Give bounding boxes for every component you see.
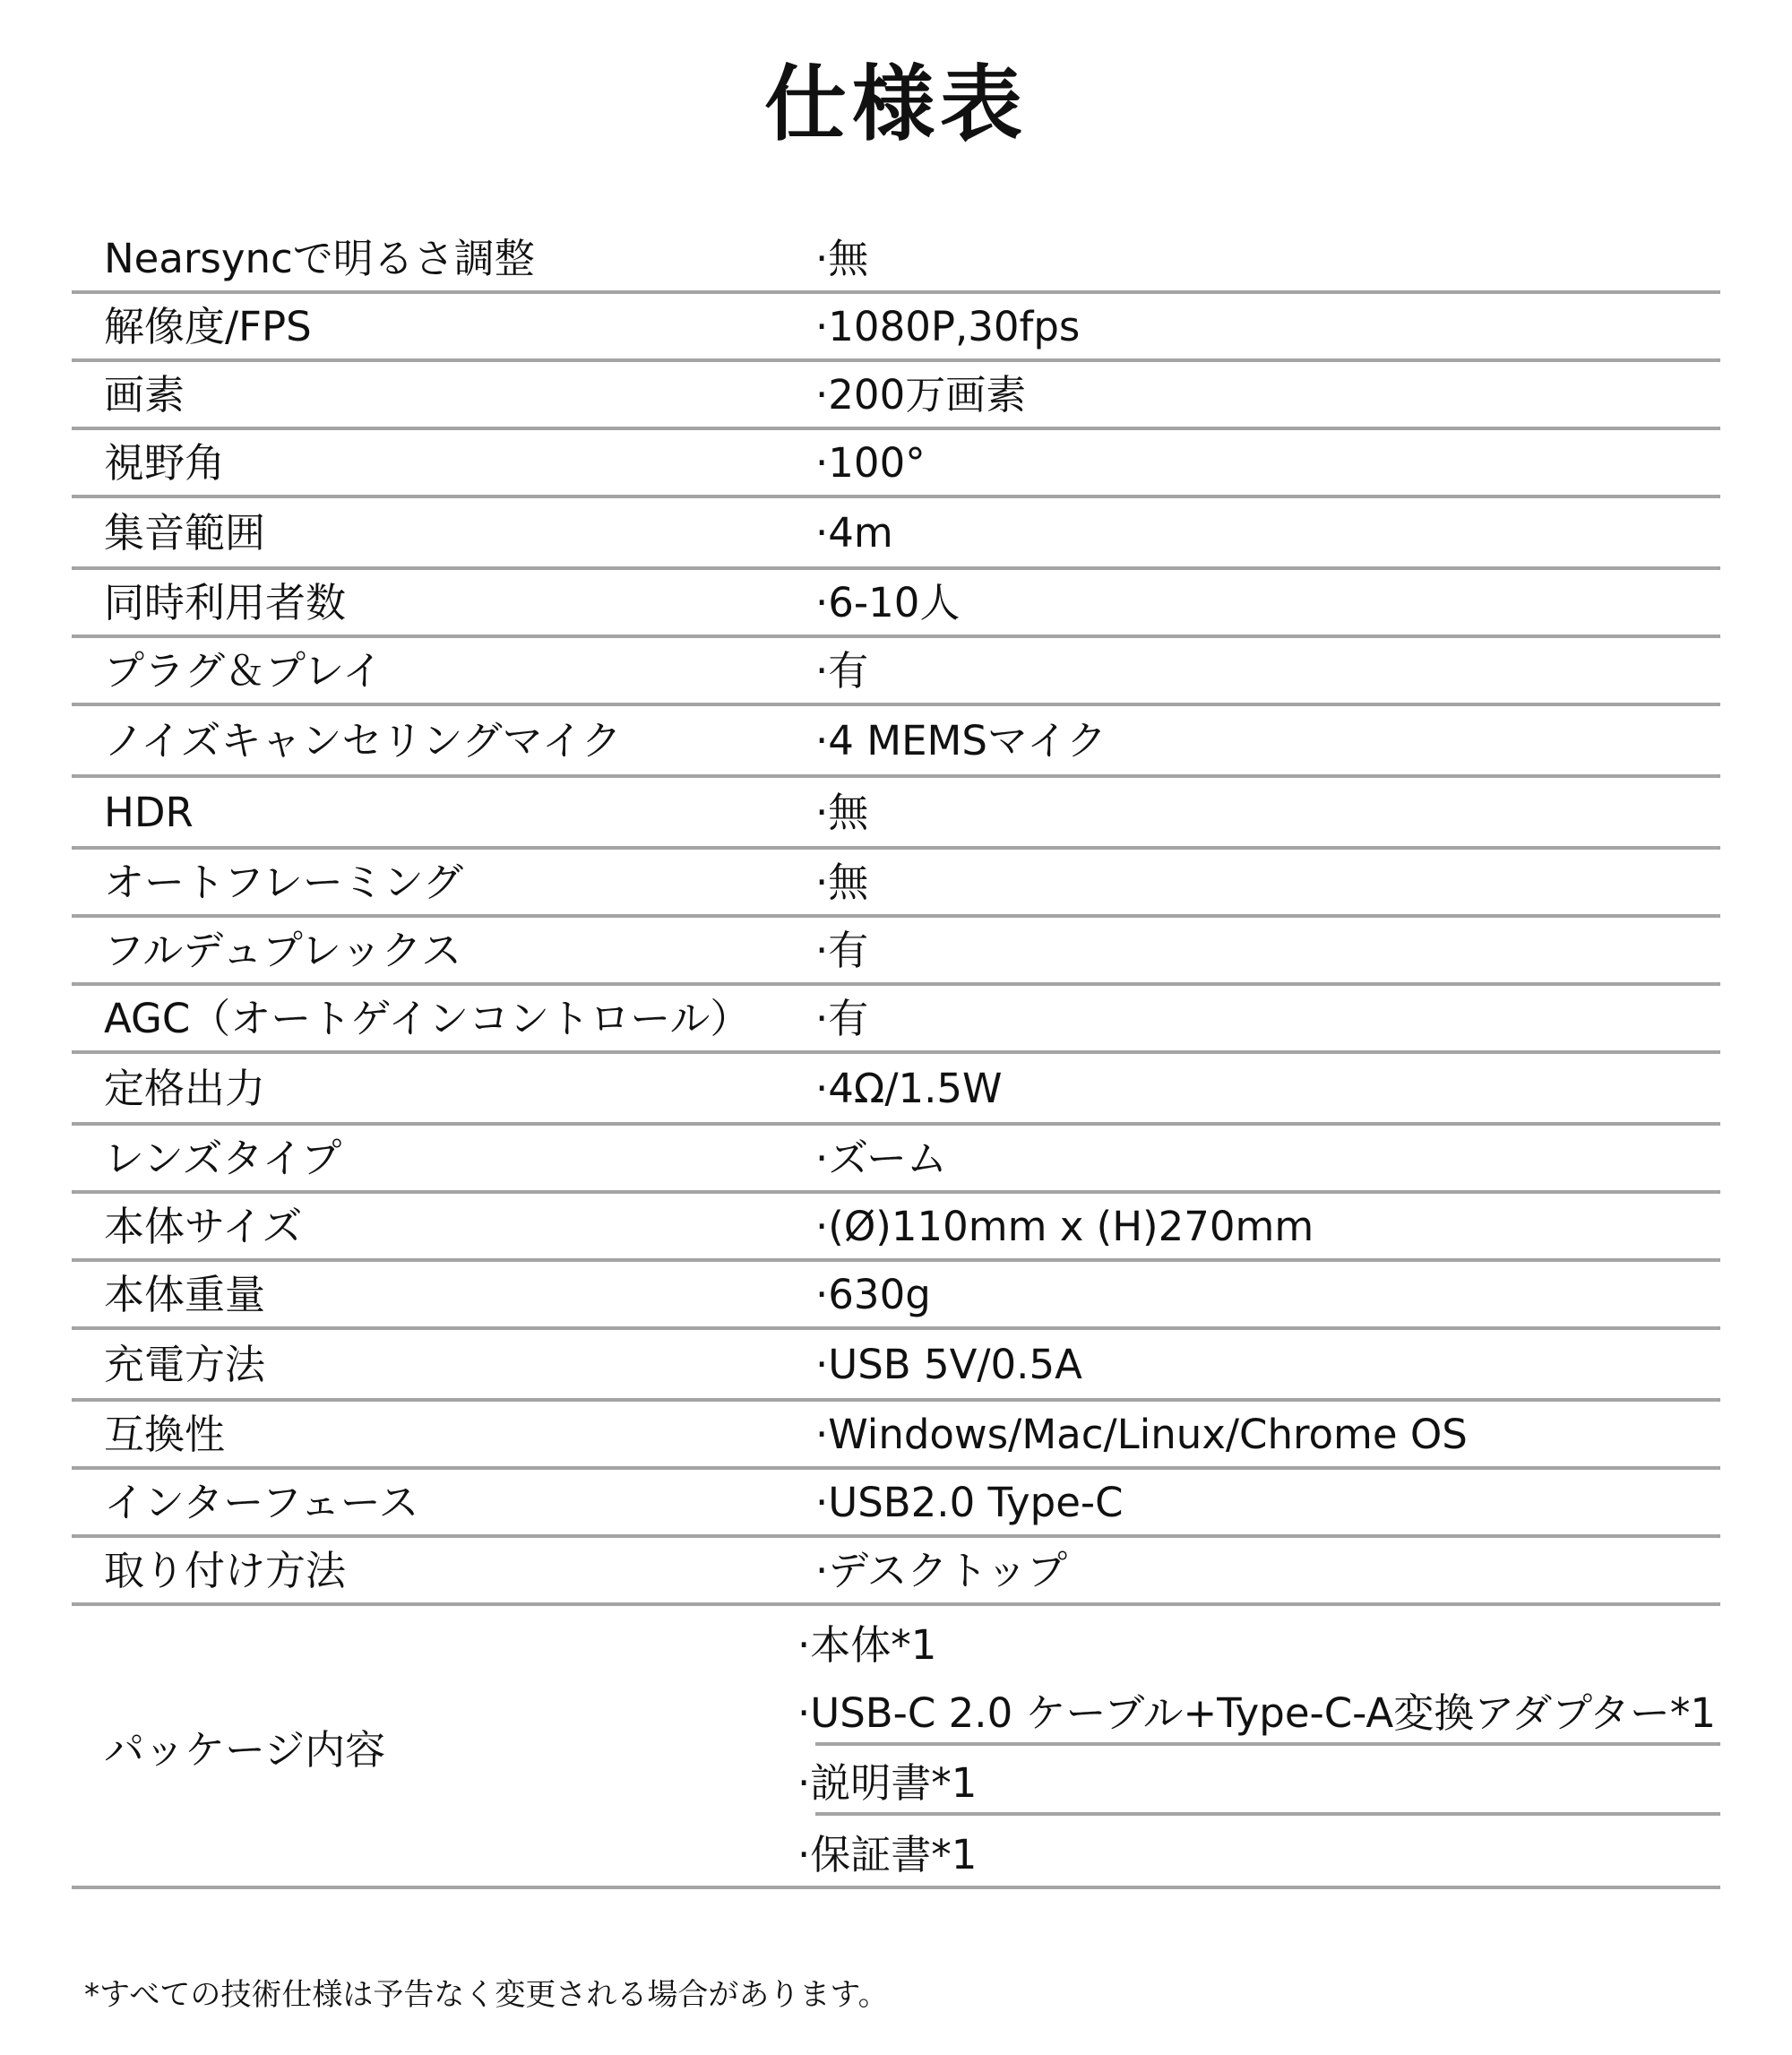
footnote: *すべての技術仕様は予告なく変更される場合があります。 [84, 1977, 889, 2013]
spec-label: Nearsyncで明るさ調整 [104, 234, 535, 282]
spec-row-weight [72, 1262, 1720, 1330]
spec-value: ·630g [815, 1270, 931, 1318]
spec-value: ·有 [815, 646, 869, 695]
spec-table [72, 226, 1720, 1889]
spec-row-interface [72, 1470, 1720, 1538]
spec-value: ·USB2.0 Type-C [815, 1478, 1124, 1526]
spec-row-pixels [72, 362, 1720, 430]
page-title: 仕様表 [763, 56, 1028, 152]
package-item [797, 1816, 1720, 1886]
spec-row-lens-type [72, 1126, 1720, 1194]
spec-value: ·Windows/Mac/Linux/Chrome OS [815, 1410, 1468, 1458]
spec-value: ·無 [815, 858, 869, 906]
spec-value: ·ズーム [815, 1134, 948, 1182]
spec-label: 集音範囲 [104, 508, 266, 557]
package-item [797, 1606, 1720, 1676]
spec-row-users [72, 570, 1720, 638]
spec-row-plug-and-play [72, 638, 1720, 706]
spec-value: ·6-10人 [815, 578, 961, 626]
spec-value: ·無 [815, 788, 869, 836]
spec-label: 本体重量 [104, 1270, 266, 1318]
spec-label: プラグ＆プレイ [104, 646, 383, 695]
spec-row-rated-output [72, 1054, 1720, 1126]
spec-row-field-of-view [72, 430, 1720, 498]
spec-value: ·無 [815, 234, 869, 282]
spec-row-pickup-range [72, 498, 1720, 570]
spec-value: ·(Ø)110mm x (H)270mm [815, 1202, 1314, 1250]
spec-value: ·USB 5V/0.5A [815, 1340, 1082, 1388]
package-item-text: ·USB-C 2.0 ケーブル+Type-C-A変換アダプター*1 [797, 1688, 1717, 1737]
spec-value: ·200万画素 [815, 370, 1027, 419]
spec-row-full-duplex [72, 918, 1720, 986]
spec-value: ·有 [815, 994, 869, 1042]
spec-row-compatibility [72, 1402, 1720, 1470]
spec-label: オートフレーミング [104, 858, 463, 906]
spec-value: ·4Ω/1.5W [815, 1064, 1003, 1112]
spec-row-body-size [72, 1194, 1720, 1262]
spec-label: AGC（オートゲインコントロール） [104, 994, 751, 1042]
package-item-text: ·保証書*1 [797, 1830, 978, 1878]
spec-label: HDR [104, 788, 194, 836]
package-item-text: ·本体*1 [797, 1620, 937, 1669]
spec-value: ·4 MEMSマイク [815, 716, 1107, 764]
spec-row-hdr [72, 778, 1720, 850]
spec-label: 互換性 [104, 1410, 226, 1458]
spec-label: フルデュプレックス [104, 926, 462, 974]
spec-value: ·有 [815, 926, 869, 974]
spec-row-package-contents [72, 1606, 1720, 1889]
spec-row-auto-framing [72, 850, 1720, 918]
spec-value: ·4m [815, 508, 893, 557]
spec-value: ·1080P,30fps [815, 302, 1081, 350]
spec-value: ·デスクトップ [815, 1546, 1068, 1594]
package-item-list [788, 1606, 1720, 1886]
spec-label: 画素 [104, 370, 185, 419]
spec-label: 同時利用者数 [104, 578, 347, 626]
spec-label: 本体サイズ [104, 1202, 303, 1250]
spec-label: レンズタイプ [104, 1134, 342, 1182]
package-label: パッケージ内容 [104, 1725, 386, 1774]
spec-row-agc [72, 986, 1720, 1054]
spec-row-brightness [72, 226, 1720, 294]
spec-label: 取り付け方法 [104, 1546, 347, 1594]
spec-label: 定格出力 [104, 1064, 266, 1112]
spec-label: ノイズキャンセリングマイク [104, 716, 622, 764]
spec-value: ·100° [815, 438, 926, 487]
spec-row-mounting [72, 1538, 1720, 1606]
package-item-text: ·説明書*1 [797, 1758, 978, 1807]
spec-label: 解像度/FPS [104, 302, 312, 350]
package-item [797, 1676, 1720, 1746]
spec-label: 充電方法 [104, 1340, 266, 1388]
spec-row-charging [72, 1330, 1720, 1402]
spec-label: 視野角 [104, 438, 226, 487]
spec-row-noise-cancelling [72, 706, 1720, 778]
spec-row-resolution [72, 294, 1720, 362]
package-item [797, 1746, 1720, 1816]
spec-label: インターフェース [104, 1478, 419, 1526]
